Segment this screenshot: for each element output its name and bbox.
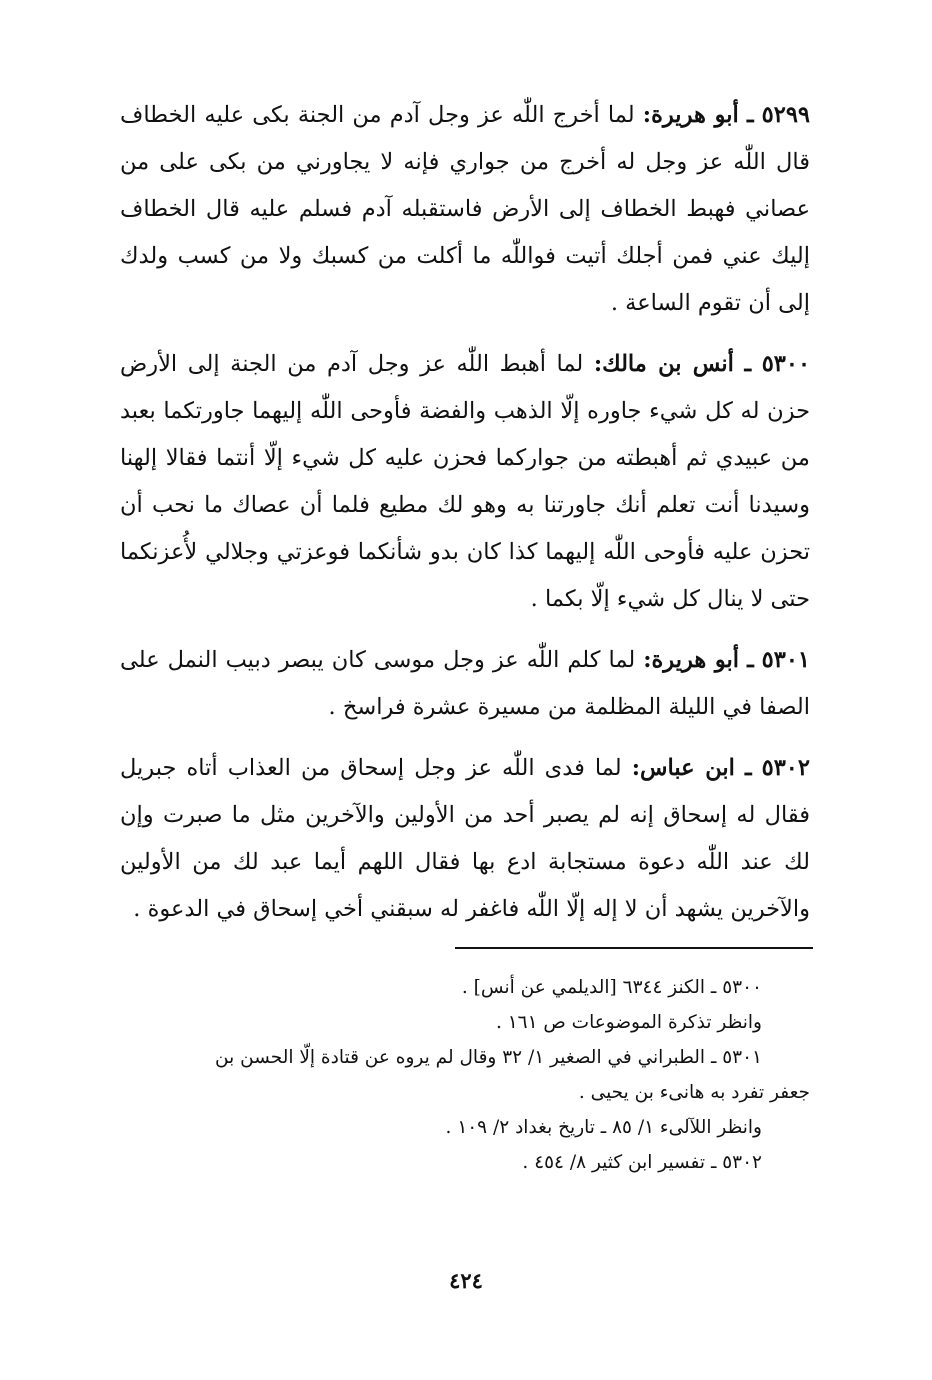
entry-narrator: أنس بن مالك: xyxy=(593,351,734,377)
entry-dash: ـ xyxy=(747,647,754,673)
hadith-entry-5301 xyxy=(120,637,810,731)
entry-dash: ـ xyxy=(746,102,754,128)
entry-narrator: ابن عباس: xyxy=(631,755,735,781)
entry-number: ٥٣٠٢ xyxy=(761,755,810,781)
footnote-line: جعفر تفرد به هانىء بن يحيى . xyxy=(578,1082,810,1103)
entry-text: لما فدى اللّٰه عز وجل إسحاق من العذاب أتاه جبريل فقال له إسحاق إنه لم يصبر أحد من الأولين والآخرين مثل ما صبرت وإن لك عند اللّٰه دعوة مستجابة ادع بها فقال اللهم أيما عبد لك من الأولين والآخرين يشهد أن لا إله إلّا اللّٰه فاغفر له سبقني أخي إسحاق في الدعوة . xyxy=(120,755,810,922)
entry-number: ٥٣٠١ xyxy=(761,647,810,673)
footnote-line: وانظر تذكرة الموضوعات ص ١٦١ . xyxy=(495,1012,762,1033)
hadith-entry-5302 xyxy=(120,745,810,933)
entry-narrator: أبو هريرة: xyxy=(643,647,740,673)
entry-dash: ـ xyxy=(744,755,752,781)
entry-dash: ـ xyxy=(744,351,752,377)
footnote-divider xyxy=(455,947,813,949)
entry-text: لما كلم اللّٰه عز وجل موسى كان يبصر دبيب النمل على الصفا في الليلة المظلمة من مسيرة عشرة فراسخ . xyxy=(120,647,810,720)
entry-narrator: أبو هريرة: xyxy=(642,102,739,128)
footnote-line: ٥٣٠٠ ـ الكنز ٦٣٤٤ [الديلمي عن أنس] . xyxy=(461,977,762,998)
footnote-line: وانظر اللآلىء ١/ ٨٥ ـ تاريخ بغداد ٢/ ١٠٩ . xyxy=(445,1117,762,1138)
footnote-line: ٥٣٠٢ ـ تفسير ابن كثير ٨/ ٤٥٤ . xyxy=(522,1152,762,1173)
footnote-line: ٥٣٠١ ـ الطبراني في الصغير ١/ ٣٢ وقال لم يروه عن قتادة إلّا الحسن بن xyxy=(215,1047,762,1068)
entry-text: لما أخرج اللّٰه عز وجل آدم من الجنة بكى عليه الخطاف قال اللّٰه عز وجل له أخرج من جواري فإنه لا يجاورني من بكى على من عصاني فهبط الخطاف إلى الأرض فاستقبله آدم فسلم عليه قال الخطاف إليك عني فمن أجلك أتيت فواللّٰه ما أكلت من كسبك ولا من كسب ولدك إلى أن تقوم الساعة . xyxy=(120,102,810,316)
main-text xyxy=(120,92,810,947)
entry-text: لما أهبط اللّٰه عز وجل آدم من الجنة إلى الأرض حزن له كل شيء جاوره إلّا الذهب والفضة فأوحى اللّٰه إليهما جاورتكما بعبد من عبيدي ثم أهبطته من جواركما فحزن عليه كل شيء إلّا أنتما فقالا إلهنا وسيدنا أنت تعلم أنك جاورتنا به وهو لك مطيع فلما أن عصاك ما نحب أن تحزن عليه فأوحى اللّٰه إليهما كذا كان بدو شأنكما فوعزتي وجلالي لأُعزنكما حتى لا ينال كل شيء إلّا بكما . xyxy=(120,351,810,612)
hadith-entry-5300 xyxy=(120,341,810,623)
hadith-entry-5299 xyxy=(120,92,810,327)
page-number: ٤٢٤ xyxy=(449,1268,483,1293)
entry-number: ٥٢٩٩ xyxy=(761,102,811,128)
footnotes xyxy=(115,970,810,1180)
entry-number: ٥٣٠٠ xyxy=(761,351,811,377)
